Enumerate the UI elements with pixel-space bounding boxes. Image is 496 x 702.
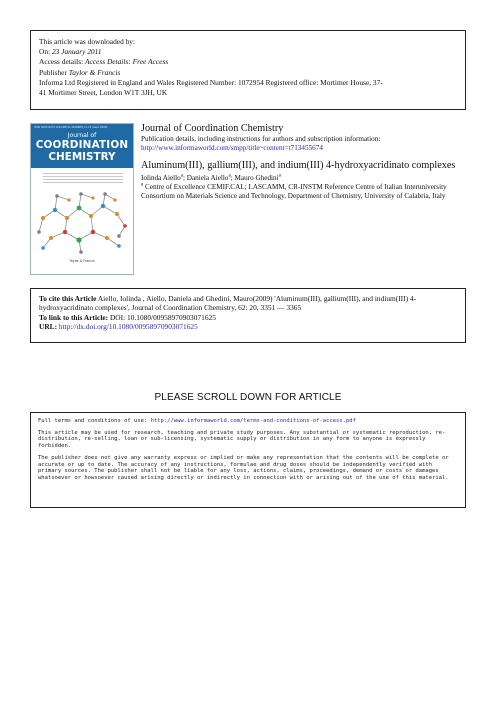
- cover-text-lines: [43, 173, 123, 185]
- author-name: Iolinda Aiello: [141, 174, 181, 182]
- affiliation-text: Centre of Excellence CEMIF.CAL; LASCAMM, CR-INSTM Reference Centre of Italian Interuniversity Consortium on Materials Science and Technology, Department of Chemistry, University of Calabria, Italy: [141, 183, 447, 200]
- informa-registration-line-1: Informa Ltd Registered in England and Wales Registered Number: 1072954 Registered office: Mortimer House, 37-: [39, 77, 383, 87]
- url-label: URL:: [39, 322, 58, 332]
- publication-details: Publication details, including instructions for authors and subscription information:: [141, 135, 381, 143]
- access-details: Access Details: Free Access: [84, 57, 169, 67]
- publisher-name: Taylor & Francis: [68, 67, 121, 77]
- doi-url-link[interactable]: http://dx.doi.org/10.1080/00958970903071625: [57, 322, 198, 332]
- author-separator: ;: [230, 174, 235, 182]
- cover-issue-info: ISSN 0095-8972 VOLUME 61 NUMBER 17-18 (Sept 2008): [34, 126, 108, 129]
- terms-url-link[interactable]: http://www.informaworld.com/terms-and-conditions-of-access.pdf: [150, 418, 356, 424]
- access-label: Access details:: [39, 57, 85, 67]
- authors-line: [141, 174, 466, 183]
- url-line: [39, 322, 457, 331]
- author-affil-marker: a: [278, 173, 281, 179]
- journal-url-link[interactable]: http://www.informaworld.com/smpp/title~content=t713455674: [141, 144, 323, 152]
- article-title: Aluminum(III), gallium(III), and indium(III) 4-hydroxyacridinato complexes: [141, 160, 456, 171]
- scroll-down-notice: PLEASE SCROLL DOWN FOR ARTICLE: [154, 392, 342, 403]
- affiliation: [141, 183, 466, 201]
- journal-block: [30, 123, 466, 283]
- download-date-line: [39, 47, 457, 57]
- citation-box: [30, 288, 466, 343]
- author-name: Daniela Aiello: [186, 174, 229, 182]
- cover-chemistry: CHEMISTRY: [48, 151, 116, 163]
- cover-publisher-logo: Taylor & Francis: [69, 259, 95, 263]
- molecule-illustration: [35, 188, 131, 256]
- doi-line: [39, 313, 457, 322]
- download-info-box: [30, 30, 466, 110]
- download-date: 23 January 2011: [51, 47, 102, 57]
- full-terms-label: Full terms and conditions of use:: [38, 418, 151, 424]
- journal-info: [141, 123, 466, 201]
- affiliation-marker: a: [141, 182, 144, 188]
- publisher-line: [39, 68, 457, 78]
- terms-box: [30, 412, 466, 508]
- cite-text: Aiello, Iolinda , Aiello, Daniela and Ghedini, Mauro(2009) 'Aluminum(III), gallium(III), and indium(III) 4-hydroxyacridinato complexes', Journal of Coordination Chemistry, 62: 20, 3351 — 3365: [39, 294, 417, 313]
- author-affil-marker: a: [228, 173, 231, 179]
- publisher-label: Publisher: [39, 67, 69, 77]
- full-terms-line: [38, 418, 458, 425]
- cite-line: [39, 294, 457, 313]
- author-name: Mauro Ghedini: [234, 174, 279, 182]
- doi-text: DOI: 10.1080/00958970903071625: [108, 312, 216, 322]
- cover-journal-of: Journal of: [67, 132, 97, 139]
- informa-registration-line-2: 41 Mortimer Street, London W1T 3JH, UK: [39, 88, 168, 98]
- on-label: On:: [39, 47, 52, 57]
- terms-paragraph-2: The publisher does not give any warranty express or implied or make any representation that the contents will be complete or accurate or up to date. The accuracy of any instructions, formulae and drug doses should be independently verified with primary sources. The publisher shall not be liable for any loss, actions, claims, proceedings, demand or costs or damages whatsoever or howsoever caused arising directly or indirectly in connection with or arising out of the use of this material.: [38, 454, 449, 481]
- cover-header: [31, 124, 133, 168]
- journal-cover-image: [30, 123, 134, 275]
- cover-coordination: COORDINATION: [35, 139, 129, 151]
- access-details-line: [39, 57, 457, 67]
- author-affil-marker: a: [180, 173, 183, 179]
- cite-label: To cite this Article: [39, 294, 97, 303]
- downloaded-by-line: This article was downloaded by:: [39, 37, 136, 46]
- terms-paragraph-1: This article may be used for research, teaching and private study purposes. Any substantial or systematic reproduction, re-distribution, re-selling, loan or sub-licensing, systematic supply or distribution in any form to anyone is expressly forbidden.: [38, 429, 446, 450]
- journal-title: Journal of Coordination Chemistry: [141, 123, 284, 134]
- author-separator: ;: [182, 174, 187, 182]
- link-label: To link to this Article:: [39, 312, 109, 322]
